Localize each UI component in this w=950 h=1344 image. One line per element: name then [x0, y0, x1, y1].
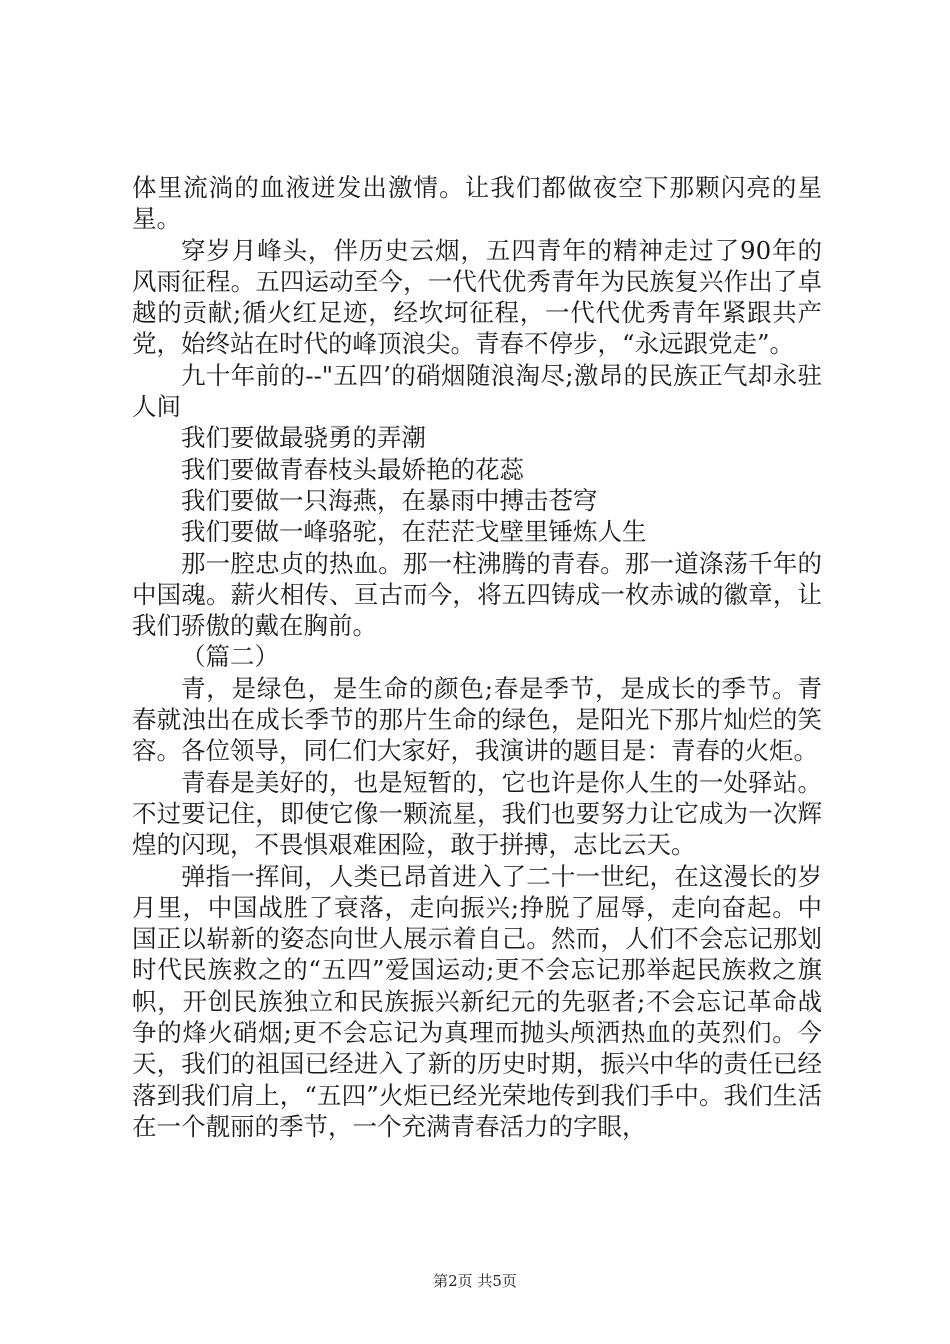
paragraph: 那一腔忠贞的热血。那一柱沸腾的青春。那一道涤荡千年的中国魂。薪火相传、亘古而今，将五四铸成一枚赤诚的徽章，让我们骄傲的戴在胸前。 [132, 548, 822, 641]
verse-line: 我们要做一峰骆驼，在茫茫戈壁里锤炼人生 [181, 517, 647, 547]
paragraph: 体里流淌的血液迸发出激情。让我们都做夜空下那颗闪亮的星星。 [132, 173, 822, 234]
verse-line: 我们要做最骁勇的弄潮 [181, 423, 426, 453]
page-number: 第2页 共5页 [433, 1272, 517, 1290]
verse-line: 我们要做一只海燕，在暴雨中搏击苍穹 [181, 485, 598, 515]
section-heading: （篇二） [181, 642, 279, 672]
paragraph: 穿岁月峰头，伴历史云烟，五四青年的精神走过了90年的风雨征程。五四运动至今，一代代优秀青年为民族复兴作出了卓越的贡献;循火红足迹，经坎坷征程，一代代优秀青年紧跟共产党，始终站在时代的峰顶浪尖。青春不停步，“永远跟党走”。 [132, 235, 822, 359]
paragraph: 弹指一挥间，人类已昂首进入了二十一世纪，在这漫长的岁月里，中国战胜了衰落，走向振兴;挣脱了屈辱，走向奋起。中国正以崭新的姿态向世人展示着自己。然而，人们不会忘记那划时代民族救之的“五四”爱国运动;更不会忘记那举起民族救之旗帜，开创民族独立和民族振兴新纪元的先驱者;不会忘记革命战争的烽火硝烟;更不会忘记为真理而抛头颅洒热血的英烈们。今天，我们的祖国已经进入了新的历史时期，振兴中华的责任已经落到我们肩上，“五四”火炬已经光荣地传到我们手中。我们生活在一个靓丽的季节，一个充满青春活力的字眼， [132, 861, 822, 1141]
verse-line: 我们要做青春枝头最娇艳的花蕊 [181, 454, 524, 484]
paragraph: 青春是美好的，也是短暂的，它也许是你人生的一处驿站。不过要记住，即使它像一颗流星，我们也要努力让它成为一次辉煌的闪现，不畏惧艰难困险，敢于拼搏，志比云天。 [132, 767, 822, 860]
body-text [132, 172, 822, 1142]
paragraph: 青，是绿色，是生命的颜色;春是季节，是成长的季节。青春就浊出在成长季节的那片生命的绿色，是阳光下那片灿烂的笑容。各位领导，同仁们大家好，我演讲的题目是：青春的火炬。 [132, 673, 822, 766]
paragraph: 九十年前的--"五四’的硝烟随浪淘尽;激昂的民族正气却永驻人间 [132, 360, 822, 422]
page-footer [0, 1270, 950, 1291]
